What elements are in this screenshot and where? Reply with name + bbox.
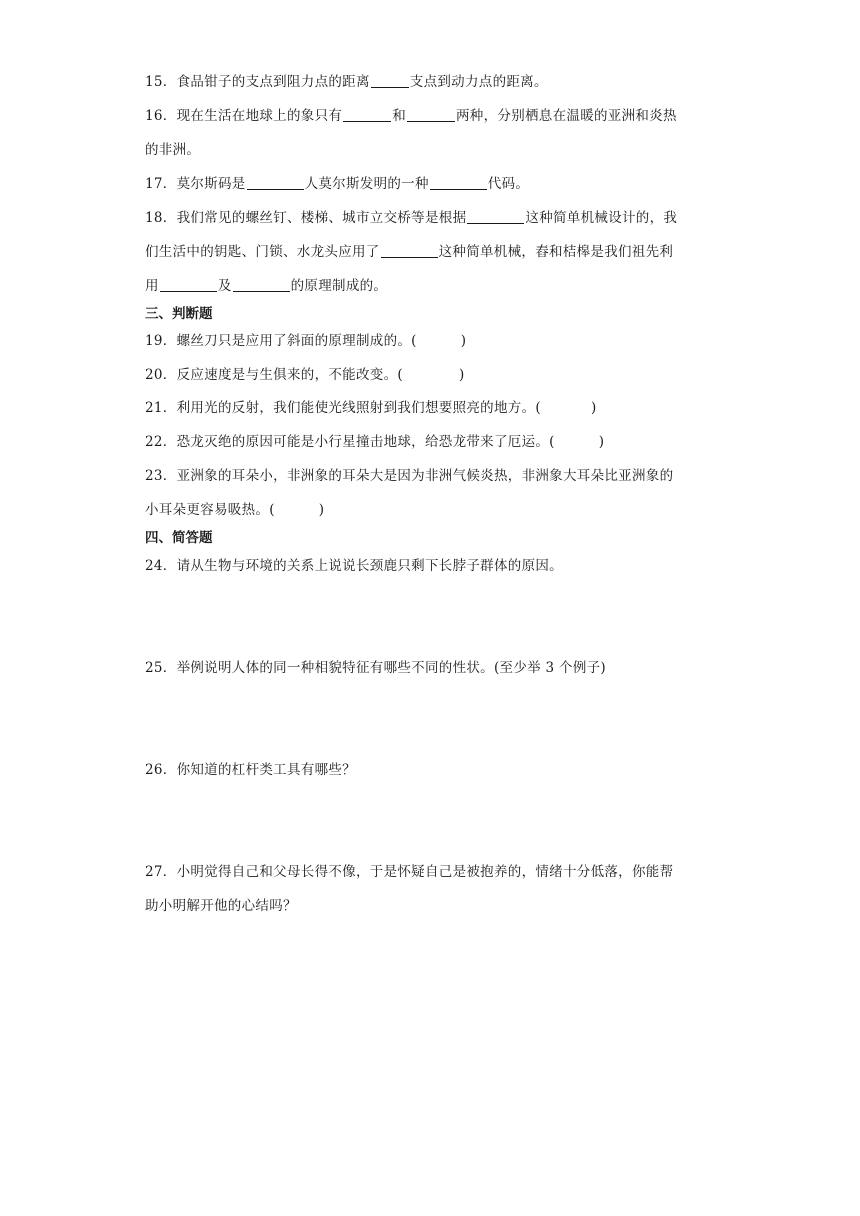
question-25: 25．举例说明人体的同一种相貌特征有哪些不同的性状。(至少举 3 个例子) [145, 660, 606, 676]
q16-blank-2[interactable] [407, 107, 455, 122]
q19-close: ) [460, 333, 467, 349]
q16-text-b: 和 [392, 108, 406, 124]
q17-text-b: 人莫尔斯发明的一种 [304, 176, 429, 192]
q18-text-g: 的原理制成的。 [290, 278, 388, 294]
q16-text-c: 两种，分别栖息在温暖的亚洲和炎热 [456, 108, 677, 124]
q26-answer-area[interactable] [145, 784, 715, 854]
q18-text-a: 18．我们常见的螺丝钉、楼梯、城市立交桥等是根据 [145, 210, 467, 226]
q21-close: ) [590, 400, 597, 416]
q27-answer-area[interactable] [145, 924, 715, 1124]
question-22 [145, 432, 604, 452]
question-27-cont [145, 896, 297, 916]
q18-blank-2[interactable] [381, 243, 438, 258]
q18-text-e: 用 [145, 278, 159, 294]
q17-blank-1[interactable] [247, 175, 304, 190]
question-18-cont-1 [145, 242, 673, 262]
question-20 [145, 365, 465, 385]
question-16-cont [145, 140, 200, 160]
q22-text: 22．恐龙灭绝的原因可能是小行星撞击地球，给恐龙带来了厄运。( [145, 434, 555, 450]
q24-answer-area[interactable] [145, 580, 715, 650]
q23-text-b: 小耳朵更容易吸热。( [145, 502, 275, 518]
q23-close: ) [318, 502, 325, 518]
question-24: 24．请从生物与环境的关系上说说长颈鹿只剩下长脖子群体的原因。 [145, 558, 563, 574]
question-19 [145, 331, 466, 351]
q15-text-b: 支点到动力点的距离。 [409, 74, 548, 90]
question-27 [145, 862, 673, 882]
question-17 [145, 174, 529, 194]
q15-text-a: 15．食品钳子的支点到阻力点的距离 [145, 74, 370, 90]
q17-blank-2[interactable] [430, 175, 487, 190]
q25-answer-area[interactable] [145, 682, 715, 752]
question-18-cont-2 [145, 276, 387, 296]
q20-text: 20．反应速度是与生俱来的，不能改变。( [145, 367, 403, 383]
question-23 [145, 466, 673, 486]
q27-text-b: 助小明解开他的心结吗？ [145, 898, 297, 914]
q17-text-c: 代码。 [487, 176, 530, 192]
q18-text-c: 们生活中的钥匙、门锁、水龙头应用了 [145, 244, 380, 260]
q19-text: 19．螺丝刀只是应用了斜面的原理制成的。( [145, 333, 417, 349]
q23-text-a: 23．亚洲象的耳朵小，非洲象的耳朵大是因为非洲气候炎热，非洲象大耳朵比亚洲象的 [145, 468, 674, 484]
q21-text: 21．利用光的反射，我们能使光线照射到我们想要照亮的地方。( [145, 400, 541, 416]
section-heading-short-answer: 四、简答题 [145, 530, 213, 546]
q27-text-a: 27．小明觉得自己和父母长得不像，于是怀疑自己是被抱养的，情绪十分低落，你能帮 [145, 864, 674, 880]
q18-text-d: 这种简单机械，舂和桔槔是我们祖先利 [438, 244, 674, 260]
q18-text-b: 这种简单机械设计的，我 [525, 210, 678, 226]
question-26: 26．你知道的杠杆类工具有哪些？ [145, 762, 356, 778]
q18-blank-3[interactable] [160, 277, 217, 292]
q15-blank-1[interactable] [371, 73, 409, 88]
question-15 [145, 72, 548, 92]
q16-blank-1[interactable] [343, 107, 391, 122]
question-21 [145, 398, 597, 418]
question-18 [145, 208, 677, 228]
q18-text-f: 及 [217, 278, 232, 294]
q20-close: ) [458, 367, 465, 383]
question-23-cont [145, 500, 324, 520]
section-heading-judgment: 三、判断题 [145, 306, 213, 322]
q18-blank-1[interactable] [467, 209, 524, 224]
q16-text-d: 的非洲。 [145, 142, 201, 158]
q16-text-a: 16．现在生活在地球上的象只有 [145, 108, 343, 124]
q17-text-a: 17．莫尔斯码是 [145, 176, 246, 192]
question-16 [145, 106, 677, 126]
q18-blank-4[interactable] [233, 277, 290, 292]
q22-close: ) [598, 434, 605, 450]
